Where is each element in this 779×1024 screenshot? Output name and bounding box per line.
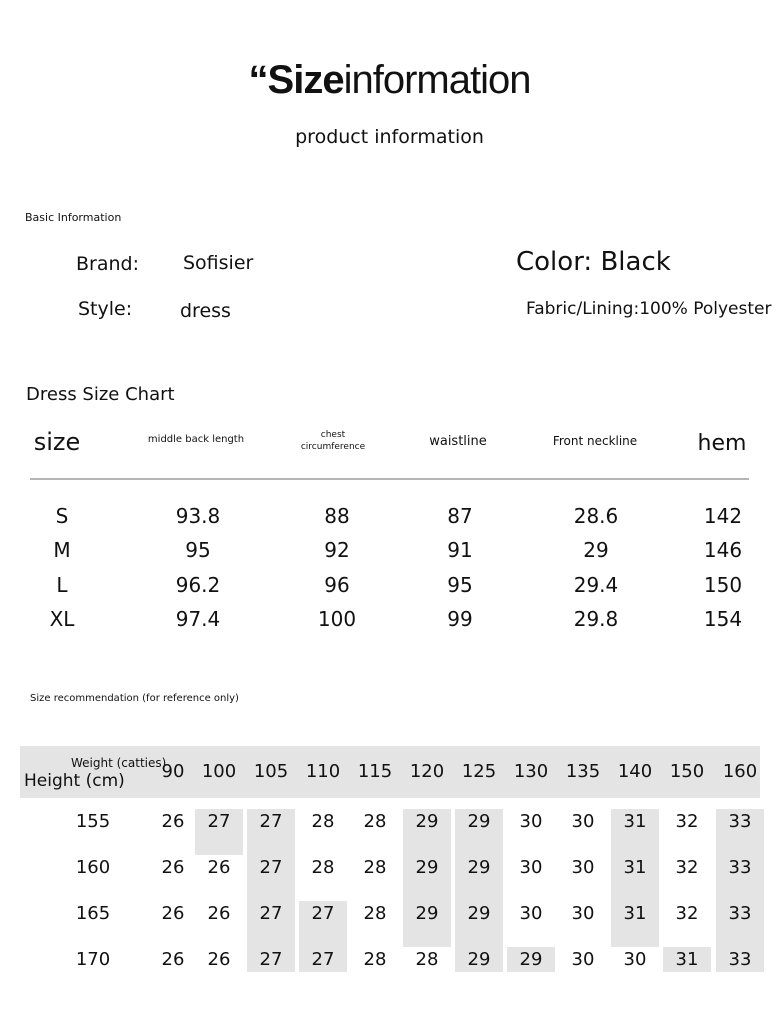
recommended-size-cell: 28 [311,857,335,878]
measurement-cell: 29 [583,538,609,562]
recommended-size-cell: 28 [363,949,387,970]
measurement-cell: 91 [447,538,473,562]
recommended-size-cell: 27 [207,811,231,832]
recommended-size-cell: 30 [623,949,647,970]
weight-header-cell: 105 [253,761,289,782]
col-header-hem: hem [697,431,747,456]
measurement-cell: 93.8 [175,504,221,528]
title-quote: “ [248,58,268,102]
height-cell: 170 [75,949,111,970]
recommended-size-cell: 33 [728,857,752,878]
height-cell: 160 [75,857,111,878]
col-header-chest: chest circumference [300,430,366,452]
height-cell: 165 [75,903,111,924]
measurement-cell: 96.2 [175,573,221,597]
recommended-size-cell: 26 [161,903,185,924]
recommended-size-cell: 28 [415,949,439,970]
height-label: Height (cm) [24,771,125,791]
measurement-cell: 96 [324,573,350,597]
recommended-size-cell: 26 [207,857,231,878]
weight-header-cell: 100 [201,761,237,782]
header-divider [30,478,749,480]
style-label: Style: [78,298,133,320]
weight-header-cell: 115 [357,761,393,782]
measurement-cell: 95 [447,573,473,597]
recommendation-label: Size recommendation (for reference only) [30,693,239,704]
weight-header-cell: 140 [617,761,653,782]
recommended-size-cell: 27 [259,811,283,832]
measurement-cell: 29.8 [573,607,619,631]
brand-value: Sofisier [183,252,254,274]
title-light: information [343,58,531,102]
weight-header-cell: 160 [722,761,758,782]
measurement-cell: 87 [447,504,473,528]
recommended-size-cell: 30 [571,949,595,970]
recommended-size-cell: 30 [571,857,595,878]
fabric-info [526,299,771,319]
brand-label: Brand: [76,253,139,275]
measurement-cell: 142 [703,504,743,528]
measurement-cell: 97.4 [175,607,221,631]
recommended-size-cell: 29 [415,903,439,924]
recommended-size-cell: 29 [467,811,491,832]
recommended-size-cell: 32 [675,811,699,832]
weight-header-cell: 130 [513,761,549,782]
recommended-size-cell: 31 [623,903,647,924]
size-cell: M [53,538,71,562]
measurement-cell: 29.4 [573,573,619,597]
col-header-size: size [33,428,81,456]
recommended-size-cell: 30 [571,811,595,832]
measurement-cell: 28.6 [573,504,619,528]
recommended-size-cell: 27 [259,857,283,878]
recommended-size-cell: 30 [571,903,595,924]
recommended-size-cell: 28 [311,811,335,832]
recommended-size-cell: 30 [519,811,543,832]
measurement-cell: 92 [324,538,350,562]
weight-header-cell: 120 [409,761,445,782]
size-cell: S [55,504,69,528]
weight-header-cell: 125 [461,761,497,782]
weight-header-cell: 110 [305,761,341,782]
recommended-size-cell: 28 [363,903,387,924]
recommended-size-cell: 33 [728,811,752,832]
recommended-size-cell: 27 [311,903,335,924]
weight-header-cell: 135 [565,761,601,782]
fabric-value: 100% Polyester [639,299,772,319]
weight-header-cell: 150 [669,761,705,782]
measurement-cell: 88 [324,504,350,528]
page-title [0,58,779,103]
recommended-size-cell: 32 [675,857,699,878]
size-cell: L [56,573,68,597]
measurement-cell: 146 [703,538,743,562]
basic-info-label: Basic Information [25,211,122,224]
recommended-size-cell: 29 [467,949,491,970]
recommended-size-cell: 29 [415,857,439,878]
recommended-size-cell: 29 [467,857,491,878]
recommended-size-cell: 26 [161,857,185,878]
measurement-cell: 95 [185,538,211,562]
weight-label: Weight (catties) [71,756,167,770]
recommended-size-cell: 30 [519,903,543,924]
recommended-size-cell: 26 [207,949,231,970]
color-label: Color: Black [516,247,671,277]
recommended-size-cell: 33 [728,949,752,970]
size-cell: XL [49,607,75,631]
measurement-cell: 150 [703,573,743,597]
recommended-size-cell: 31 [623,811,647,832]
recommended-size-cell: 28 [363,811,387,832]
recommended-size-cell: 31 [623,857,647,878]
measurement-cell: 99 [447,607,473,631]
recommended-size-cell: 26 [161,949,185,970]
recommended-size-cell: 28 [363,857,387,878]
fabric-label: Fabric/Lining: [526,299,640,319]
measurement-cell: 154 [703,607,743,631]
recommended-size-cell: 29 [467,903,491,924]
recommended-size-cell: 27 [259,949,283,970]
col-header-neckline: Front neckline [552,434,638,448]
recommended-size-cell: 26 [207,903,231,924]
style-value: dress [180,300,231,322]
recommended-size-cell: 31 [675,949,699,970]
recommended-size-cell: 27 [311,949,335,970]
weight-header-cell: 90 [161,761,185,782]
col-header-waistline: waistline [429,434,487,449]
recommended-size-cell: 27 [259,903,283,924]
page-subtitle: product information [295,126,484,148]
measurement-cell: 100 [317,607,357,631]
col-header-back-length: middle back length [147,434,245,445]
recommended-size-cell: 32 [675,903,699,924]
recommended-size-cell: 30 [519,857,543,878]
recommended-size-cell: 26 [161,811,185,832]
title-bold: Size [267,58,344,102]
height-cell: 155 [75,811,111,832]
recommended-size-cell: 29 [519,949,543,970]
recommended-size-cell: 29 [415,811,439,832]
size-chart-title: Dress Size Chart [26,384,175,405]
recommended-size-cell: 33 [728,903,752,924]
